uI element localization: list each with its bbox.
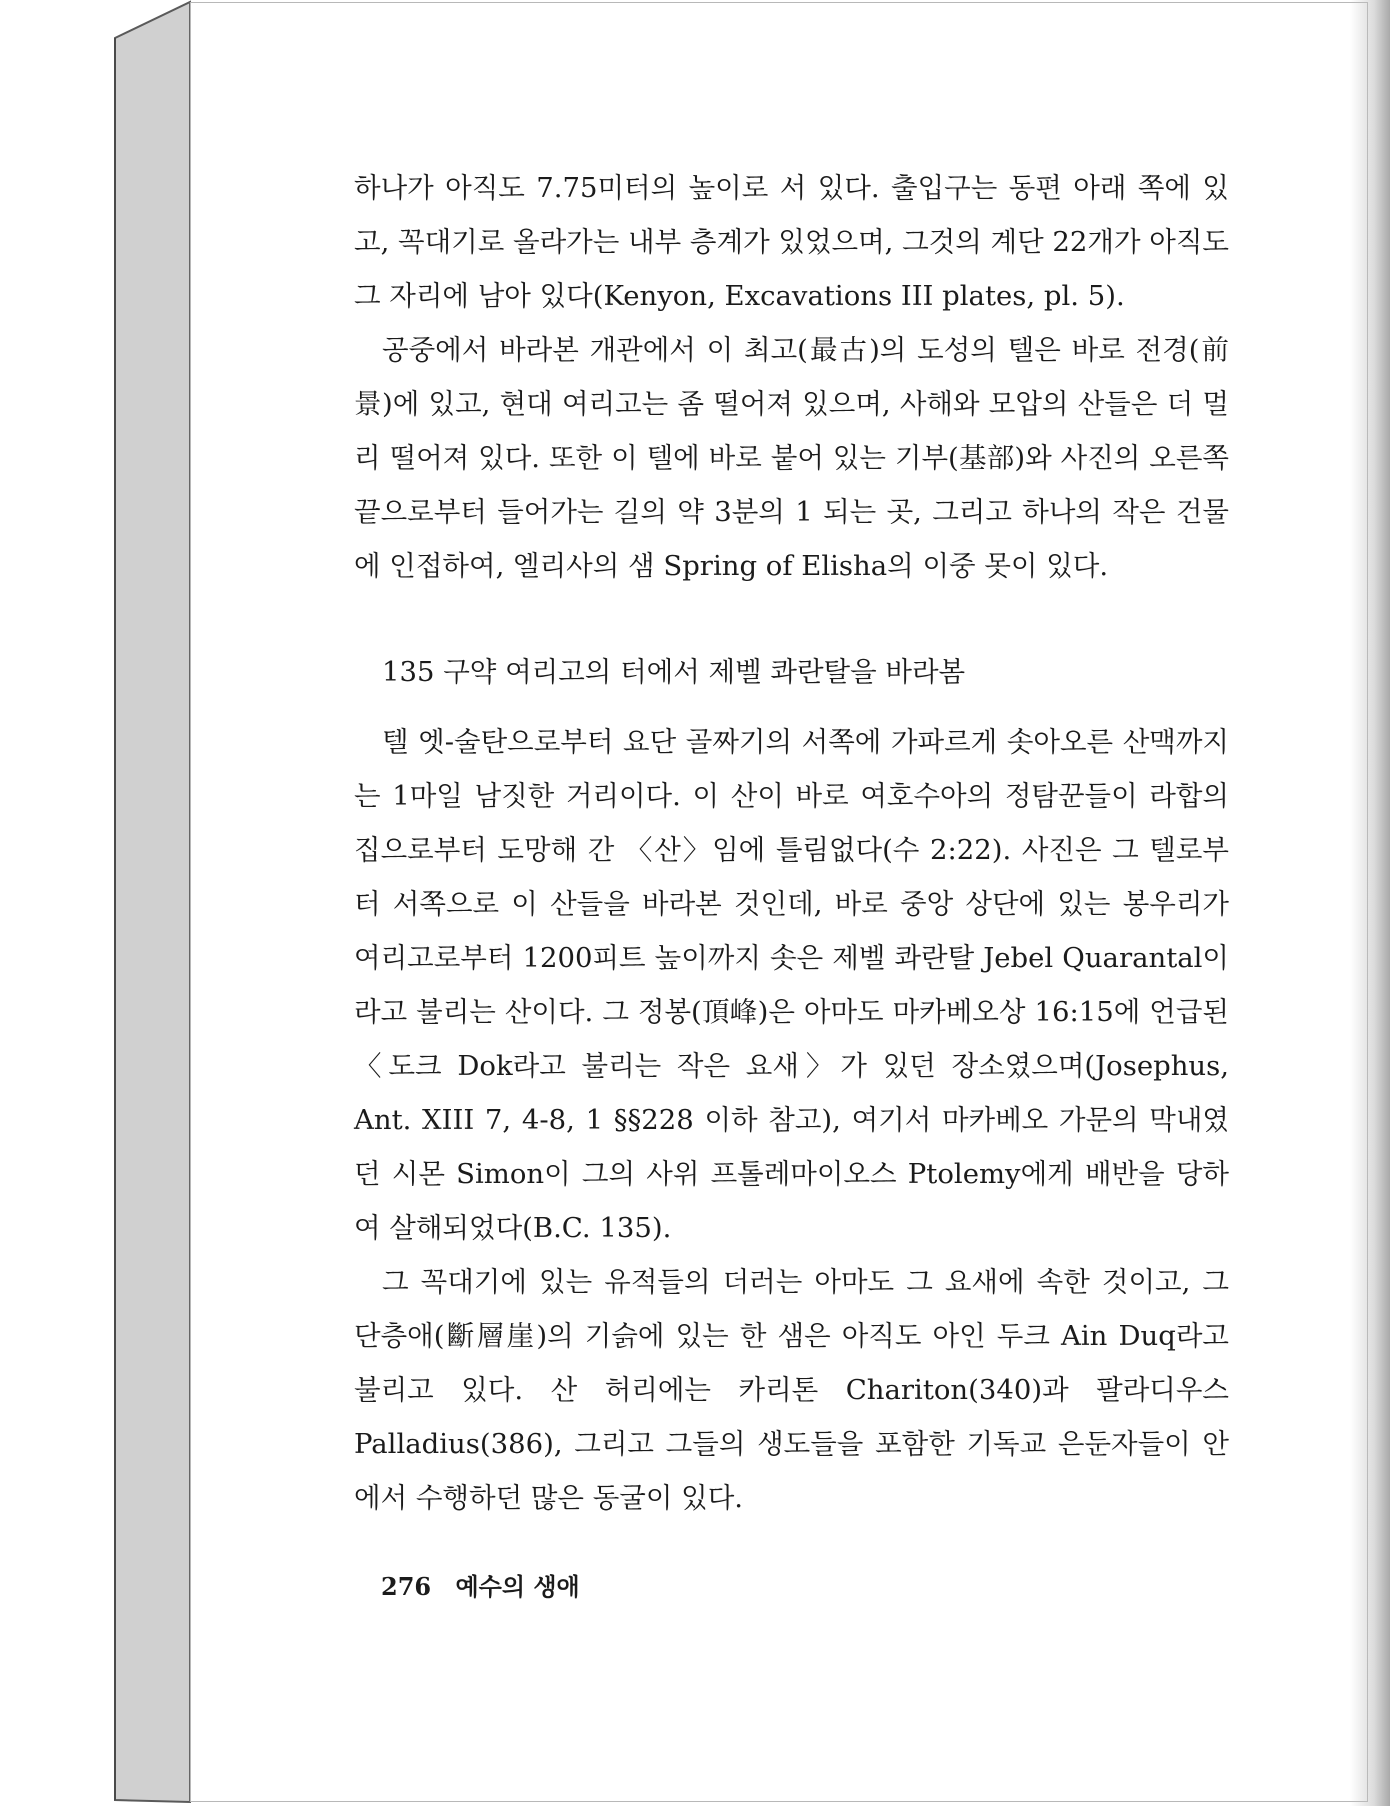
page-edge-shadow [1350,0,1390,1806]
page-number: 276 [381,1572,432,1601]
paragraph-4: 그 꼭대기에 있는 유적들의 더러는 아마도 그 요새에 속한 것이고, 그 단층애(斷層崖)의 기슭에 있는 한 샘은 아직도 아인 두크 Ain Duq라고 불리고 있다. 산 허리에는 카리톤 Chariton(340)과 팔라디우스 Palladius(386), 그리고 그들의 생도들을 포함한 기독교 은둔자들이 안에서 수행하던 많은 동굴이 있다. [354,1266,1229,1514]
book-spine [0,0,200,1806]
page-footer [381,1567,580,1602]
book-spine-graphic [0,0,200,1806]
paragraph-1: 하나가 아직도 7.75미터의 높이로 서 있다. 출입구는 동편 아래 쪽에 있고, 꼭대기로 올라가는 내부 층계가 있었으며, 그것의 계단 22개가 아직도 그 자리에 남아 있다(Kenyon, Excavations III plates, pl. 5). [354,172,1229,312]
running-title: 예수의 생애 [455,1572,580,1601]
paragraph-2: 공중에서 바라본 개관에서 이 최고(最古)의 도성의 텔은 바로 전경(前景)에 있고, 현대 여리고는 좀 떨어져 있으며, 사해와 모압의 산들은 더 멀리 떨어져 있다. 또한 이 텔에 바로 붙어 있는 기부(基部)와 사진의 오른쪽 끝으로부터 들어가는 길의 약 3분의 1 되는 곳, 그리고 하나의 작은 건물에 인접하여, 엘리사의 샘 Spring of Elisha의 이중 못이 있다. [354,334,1229,582]
section-heading: 135 구약 여리고의 터에서 제벨 콰란탈을 바라봄 [382,656,966,688]
paragraph-3: 텔 엣-술탄으로부터 요단 골짜기의 서쪽에 가파르게 솟아오른 산맥까지는 1마일 남짓한 거리이다. 이 산이 바로 여호수아의 정탐꾼들이 라합의 집으로부터 도망해 간 〈산〉임에 틀림없다(수 2:22). 사진은 그 텔로부터 서쪽으로 이 산들을 바라본 것인데, 바로 중앙 상단에 있는 봉우리가 여리고로부터 1200피트 높이까지 솟은 제벨 콰란탈 Jebel Quarantal이라고 불리는 산이다. 그 정봉(頂峰)은 아마도 마카베오상 16:15에 언급된 〈도크 Dok라고 불리는 작은 요새〉가 있던 장소였으며(Josephus, Ant. XIII 7, 4-8, 1 §§228 이하 참고), 여기서 마카베오 가문의 막내였던 시몬 Simon이 그의 사위 프톨레마이오스 Ptolemy에게 배반을 당하여 살해되었다(B.C. 135). [354,726,1229,1244]
page-text-block [354,161,1229,1525]
book-page [190,2,1368,1802]
